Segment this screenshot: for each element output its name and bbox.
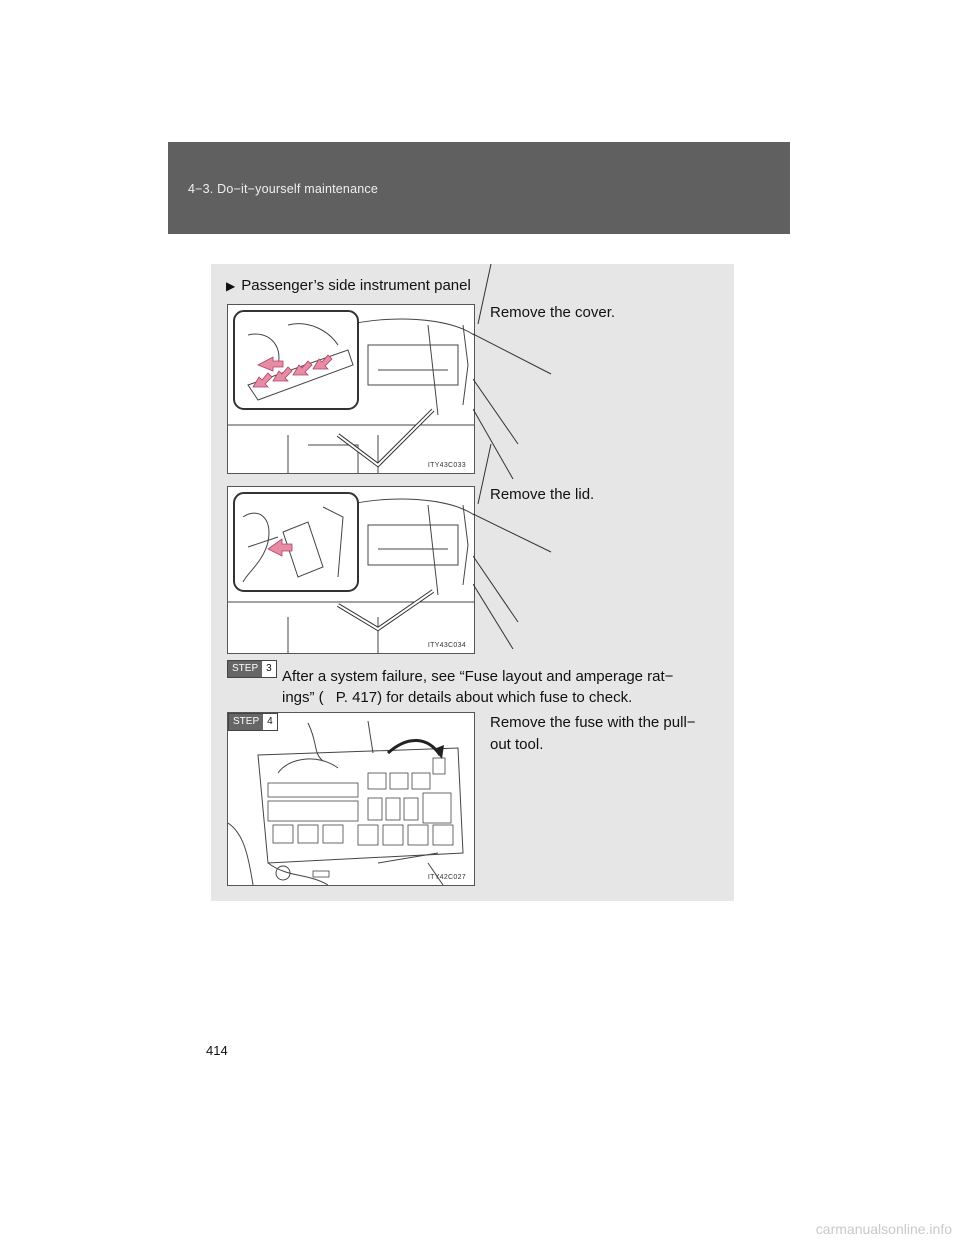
step-remove-cover-text: Remove the cover. (490, 304, 616, 321)
content-panel (211, 264, 734, 901)
illustration-fuse-removal (227, 712, 475, 886)
step-4-line-1: Remove the fuse with the pull− (490, 714, 696, 731)
step-4-text (490, 712, 696, 756)
figure-code: ITY42C027 (427, 874, 466, 881)
section-title: 4−3. Do−it−yourself maintenance (188, 182, 378, 196)
page-number: 414 (206, 1043, 228, 1058)
step-badge-label: STEP (229, 714, 263, 730)
step-remove-lid-text: Remove the lid. (490, 486, 595, 503)
illustration-remove-lid (227, 486, 475, 654)
step-3-line-2-start: ings” ( (282, 689, 324, 706)
step-badge-number: 4 (263, 714, 277, 730)
triangle-bullet-icon: ▶ (226, 279, 236, 293)
figure-code: ITY43C033 (427, 462, 466, 469)
dashboard-lid-drawing (228, 487, 474, 653)
fuse-box-drawing (228, 713, 474, 885)
step-3-badge (227, 660, 277, 678)
step-3-text (282, 666, 742, 708)
section-heading (226, 277, 471, 294)
step-3-line-1: After a system failure, see “Fuse layout and amperage rat− (282, 668, 674, 685)
step-4-badge (228, 713, 278, 731)
dashboard-cover-drawing (228, 305, 474, 473)
page-header (168, 142, 790, 234)
illustration-remove-cover (227, 304, 475, 474)
step-4-line-2: out tool. (490, 736, 544, 753)
step-3-line-2 (282, 687, 742, 708)
figure-code: ITY43C034 (427, 642, 466, 649)
leader-lines-2 (473, 444, 553, 654)
step-badge-label: STEP (228, 661, 262, 677)
watermark: carmanualsonline.info (815, 1221, 952, 1237)
step-3-page-ref: P. 417) for details about which fuse to check. (335, 689, 633, 706)
step-badge-number: 3 (262, 661, 276, 677)
section-heading-text: Passenger’s side instrument panel (241, 277, 471, 294)
